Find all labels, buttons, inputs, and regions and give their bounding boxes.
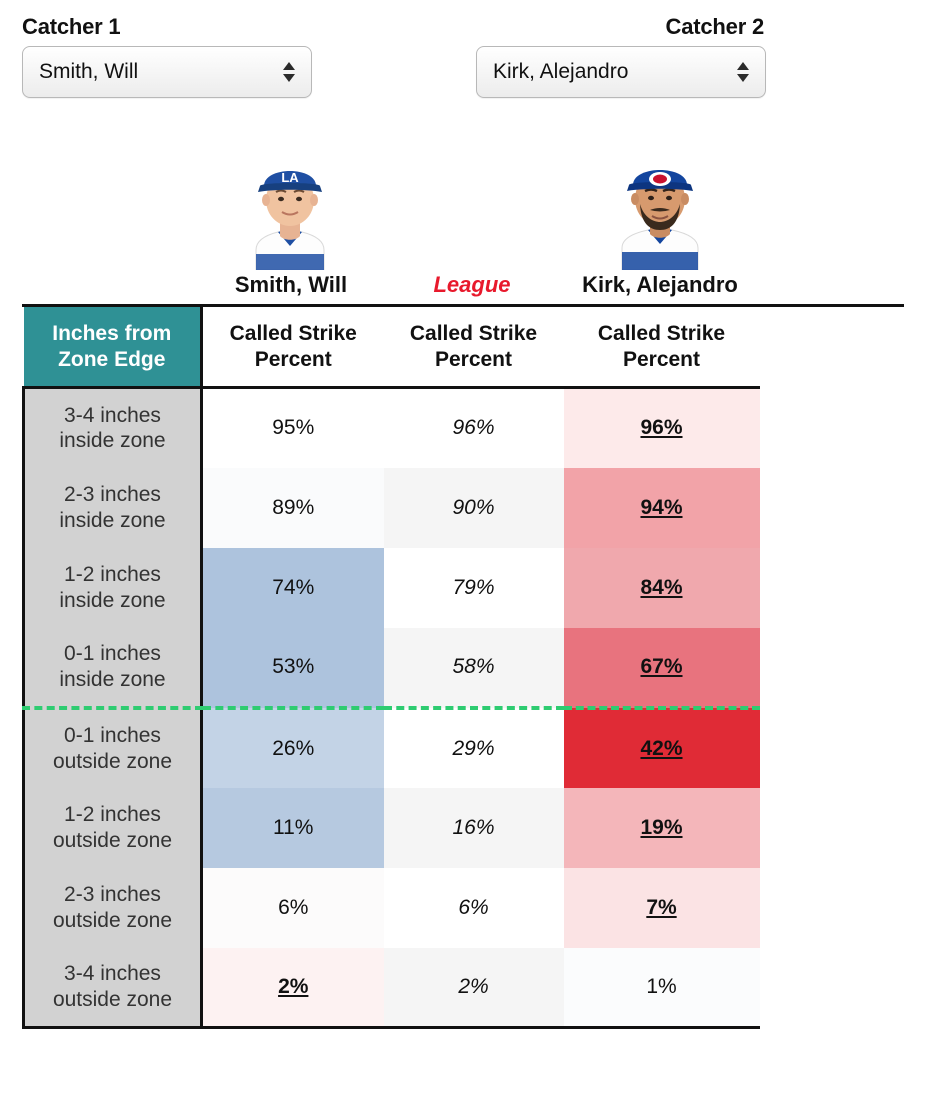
- catcher2-cell-value: 67%: [640, 654, 683, 678]
- catcher1-name: Smith, Will: [234, 272, 348, 297]
- row-edge-label: [24, 788, 202, 868]
- league-cell: [384, 868, 564, 948]
- catcher1-cell-value: 95%: [272, 416, 315, 440]
- row-edge-label-line2: outside zone: [52, 828, 173, 852]
- catcher1-select[interactable]: [22, 46, 312, 98]
- league-cell-value: 16%: [452, 815, 495, 839]
- catcher1-cell-value: 2%: [278, 974, 309, 998]
- row-edge-label-line1: 0-1 inches: [64, 642, 161, 666]
- catcher1-cell-value: 26%: [272, 736, 315, 760]
- catcher1-cell: [202, 388, 384, 468]
- catcher2-select[interactable]: [476, 46, 766, 98]
- catcher2-cell: [564, 788, 760, 868]
- row-edge-label-line1: 3-4 inches: [64, 403, 161, 427]
- league-cell: [384, 548, 564, 628]
- row-edge-label: [24, 948, 202, 1028]
- row-edge-label: [24, 468, 202, 548]
- catcher2-select-value: Kirk, Alejandro: [493, 60, 629, 83]
- league-cell-value: 2%: [458, 974, 489, 998]
- catcher1-label: Catcher 1: [22, 14, 121, 39]
- league-cell-value: 58%: [452, 654, 495, 678]
- table-row: [24, 788, 760, 868]
- table-row: [24, 548, 760, 628]
- catcher1-cell: [202, 708, 384, 788]
- player-name-row: [22, 272, 904, 307]
- headshot-row: [22, 120, 904, 270]
- row-edge-label-line1: 2-3 inches: [64, 483, 161, 507]
- edge-column-header-line2: Zone Edge: [58, 347, 166, 371]
- league-cell: [384, 468, 564, 548]
- chevron-up-icon: [283, 62, 295, 70]
- row-edge-label-line1: 0-1 inches: [64, 724, 161, 748]
- league-cell-value: 96%: [452, 416, 495, 440]
- table-header-row: [24, 307, 760, 388]
- catcher1-cell: [202, 948, 384, 1028]
- catcher2-cell: [564, 868, 760, 948]
- table-row: [24, 388, 760, 468]
- catcher2-label: Catcher 2: [665, 14, 764, 39]
- row-edge-label-line1: 2-3 inches: [64, 883, 161, 907]
- catcher2-cell-value: 19%: [640, 815, 683, 839]
- row-edge-label-line1: 1-2 inches: [64, 803, 161, 827]
- catcher2-cell: [564, 468, 760, 548]
- row-edge-label: [24, 388, 202, 468]
- catcher1-cell: [202, 628, 384, 708]
- league-cell: [384, 388, 564, 468]
- catcher1-selector-group: [22, 14, 312, 98]
- row-edge-label-line1: 3-4 inches: [64, 962, 161, 986]
- chevron-down-icon: [737, 74, 749, 82]
- catcher1-cell-value: 89%: [272, 495, 315, 519]
- row-edge-label-line2: outside zone: [52, 987, 173, 1011]
- catcher2-selector-group: [476, 14, 766, 98]
- catcher1-select-value: Smith, Will: [39, 60, 139, 83]
- edge-column-header: [24, 307, 202, 388]
- catcher2-cell-value: 94%: [640, 495, 683, 519]
- catcher2-cell: [564, 388, 760, 468]
- catcher1-cell-value: 53%: [272, 654, 315, 678]
- league-cell-value: 79%: [452, 575, 495, 599]
- catcher1-cell: [202, 548, 384, 628]
- catcher1-cell: [202, 468, 384, 548]
- table-head: [24, 307, 760, 388]
- row-edge-label: [24, 708, 202, 788]
- catcher2-headshot: [600, 142, 720, 270]
- catcher1-cell-value: 11%: [273, 815, 314, 839]
- name-row-spacer: [22, 272, 200, 298]
- updown-arrows-icon[interactable]: [283, 62, 295, 82]
- catcher2-cell: [564, 708, 760, 788]
- row-edge-label-line2: outside zone: [52, 908, 173, 932]
- catcher2-cell-value: 1%: [646, 974, 677, 998]
- catcher2-cell-value: 7%: [646, 895, 677, 919]
- edge-column-header-line1: Inches from: [52, 322, 172, 345]
- chevron-down-icon: [283, 74, 295, 82]
- catcher2-cell: [564, 628, 760, 708]
- chevron-up-icon: [737, 62, 749, 70]
- table-row: [24, 948, 760, 1028]
- svg-text:LA: LA: [281, 170, 299, 185]
- catcher1-cell-value: 6%: [278, 895, 309, 919]
- row-edge-label-line2: inside zone: [59, 588, 166, 612]
- catcher1-cell-value: 74%: [272, 575, 315, 599]
- league-cell: [384, 628, 564, 708]
- catcher2-cell-value: 42%: [640, 736, 683, 760]
- league-cell-value: 6%: [458, 895, 489, 919]
- table-row: [24, 868, 760, 948]
- league-cell: [384, 948, 564, 1028]
- catcher2-name: Kirk, Alejandro: [582, 272, 738, 297]
- catcher2-cell: [564, 948, 760, 1028]
- catcher1-cell: [202, 868, 384, 948]
- table-row: [24, 708, 760, 788]
- row-edge-label-line2: outside zone: [52, 749, 173, 773]
- league-column-header: Called Strike Percent: [384, 307, 564, 388]
- table-body: [24, 388, 760, 1028]
- row-edge-label-line2: inside zone: [59, 508, 166, 532]
- table-row: [24, 468, 760, 548]
- league-cell: [384, 788, 564, 868]
- catcher2-cell-value: 96%: [640, 416, 683, 440]
- league-cell: [384, 708, 564, 788]
- catcher1-column-header: Called Strike Percent: [202, 307, 384, 388]
- row-edge-label-line2: inside zone: [59, 429, 166, 453]
- table-row: [24, 628, 760, 708]
- row-edge-label: [24, 868, 202, 948]
- league-cell-value: 90%: [452, 495, 495, 519]
- league-cell-value: 29%: [452, 736, 495, 760]
- catcher-selector-row: [22, 14, 904, 98]
- catcher2-cell-value: 84%: [640, 575, 683, 599]
- league-name: League: [433, 272, 511, 297]
- row-edge-label-line1: 1-2 inches: [64, 563, 161, 587]
- row-edge-label: [24, 628, 202, 708]
- updown-arrows-icon[interactable]: [737, 62, 749, 82]
- catcher2-cell: [564, 548, 760, 628]
- catcher2-column-header: Called Strike Percent: [564, 307, 760, 388]
- row-edge-label: [24, 548, 202, 628]
- catcher1-cell: [202, 788, 384, 868]
- row-edge-label-line2: inside zone: [59, 667, 166, 691]
- catcher1-headshot: [230, 142, 350, 270]
- called-strike-table: [22, 307, 760, 1029]
